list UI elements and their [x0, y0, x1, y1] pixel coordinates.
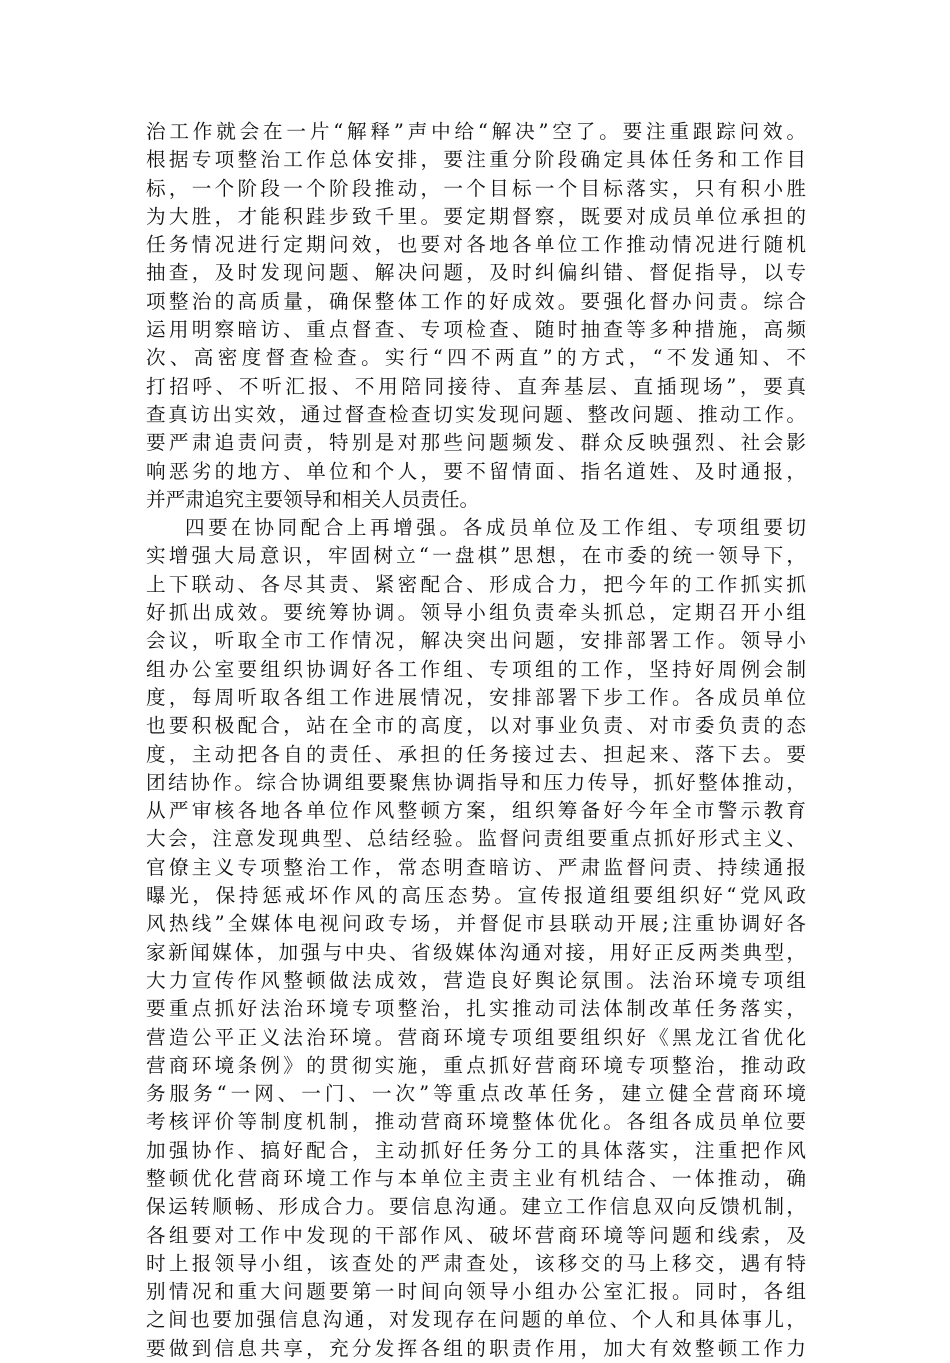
text-line: 打招呼、不听汇报、不用陪同接待、直奔基层、直插现场”，要真 [146, 374, 806, 398]
text-line: 从严审核各地各单位作风整顿方案，组织筹备好今年全市警示教育 [146, 799, 806, 823]
text-line: 实增强大局意识，牢固树立“一盘棋”思想，在市委的统一领导下， [146, 544, 806, 568]
text-line: 任务情况进行定期问效，也要对各地各单位工作推动情况进行随机 [146, 233, 806, 257]
text-line: 考核评价等制度机制，推动营商环境整体优化。各组各成员单位要 [146, 1110, 806, 1134]
text-line: 组办公室要组织协调好各工作组、专项组的工作，坚持好周例会制 [146, 657, 806, 681]
text-line: 要做到信息共享，充分发挥各组的职责作用，加大有效整顿工作力 [146, 1336, 806, 1360]
document-body-text [146, 118, 806, 1363]
text-line: 大力宣传作风整顿做法成效，营造良好舆论氛围。法治环境专项组 [146, 968, 806, 992]
text-line: 上下联动、各尽其责、紧密配合、形成合力，把今年的工作抓实抓 [146, 572, 806, 596]
text-line: 时上报领导小组，该查处的严肃查处，该移交的马上移交，遇有特 [146, 1251, 806, 1275]
text-line: 度，主动把各自的责任、承担的任务接过去、担起来、落下去。要 [146, 742, 806, 766]
text-line: 根据专项整治工作总体安排，要注重分阶段确定具体任务和工作目 [146, 148, 806, 172]
text-line: 曝光，保持惩戒坏作风的高压态势。宣传报道组要组织好“党风政 [146, 884, 806, 908]
text-line: 各组要对工作中发现的干部作风、破坏营商环境等问题和线索，及 [146, 1223, 806, 1247]
text-line: 之间也要加强信息沟通，对发现存在问题的单位、个人和具体事儿， [146, 1308, 806, 1332]
text-line: 别情况和重大问题要第一时间向领导小组办公室汇报。同时，各组 [146, 1280, 806, 1304]
text-line: 响恶劣的地方、单位和个人，要不留情面、指名道姓、及时通报， [146, 459, 806, 483]
text-line: 运用明察暗访、重点督查、专项检查、随时抽查等多种措施，高频 [146, 318, 806, 342]
text-line: 会议，听取全市工作情况，解决突出问题，安排部署工作。领导小 [146, 629, 806, 653]
text-line: 度，每周听取各组工作进展情况，安排部署下步工作。各成员单位 [146, 685, 806, 709]
text-line: 为大胜，才能积跬步致千里。要定期督察，既要对成员单位承担的 [146, 204, 806, 228]
paragraph-last-line: 并严肃追究主要领导和相关人员责任。 [146, 487, 480, 511]
text-line: 治工作就会在一片“解释”声中给“解决”空了。要注重跟踪问效。 [146, 120, 806, 143]
text-line: 要重点抓好法治环境专项整治，扎实推动司法体制改革任务落实， [146, 997, 806, 1021]
text-line: 抽查，及时发现问题、解决问题，及时纠偏纠错、督促指导，以专 [146, 261, 806, 285]
text-line: 保运转顺畅、形成合力。要信息沟通。建立工作信息双向反馈机制， [146, 1195, 806, 1219]
text-line: 加强协作、搞好配合，主动抓好任务分工的具体落实，注重把作风 [146, 1138, 806, 1162]
text-line: 标，一个阶段一个阶段推动，一个目标一个目标落实，只有积小胜 [146, 176, 806, 200]
text-line: 官僚主义专项整治工作，常态明查暗访、严肃监督问责、持续通报 [146, 855, 806, 879]
text-line: 好抓出成效。要统筹协调。领导小组负责牵头抓总，定期召开小组 [146, 601, 806, 625]
text-line: 大会，注意发现典型、总结经验。监督问责组要重点抓好形式主义、 [146, 827, 806, 851]
text-line: 营商环境条例》的贯彻实施，重点抓好营商环境专项整治，推动政 [146, 1053, 806, 1077]
text-line: 营造公平正义法治环境。营商环境专项组要组织好《黑龙江省优化 [146, 1025, 806, 1049]
text-line: 风热线”全媒体电视问政专场，并督促市县联动开展;注重协调好各 [146, 912, 806, 936]
text-line: 务服务“一网、一门、一次”等重点改革任务，建立健全营商环境 [146, 1082, 806, 1106]
text-line: 要严肃追责问责，特别是对那些问题频发、群众反映强烈、社会影 [146, 431, 806, 455]
text-line: 次、高密度督查检查。实行“四不两直”的方式，“不发通知、不 [146, 346, 806, 370]
text-line: 整顿优化营商环境工作与本单位主责主业有机结合、一体推动，确 [146, 1166, 806, 1190]
text-line: 团结协作。综合协调组要聚焦协调指导和压力传导，抓好整体推动， [146, 770, 806, 794]
text-line: 项整治的高质量，确保整体工作的好成效。要强化督办问责。综合 [146, 289, 806, 313]
text-line: 家新闻媒体，加强与中央、省级媒体沟通对接，用好正反两类典型， [146, 940, 806, 964]
text-line: 查真访出实效，通过督查检查切实发现问题、整改问题、推动工作。 [146, 402, 806, 426]
paragraph-first-line: 四要在协同配合上再增强。各成员单位及工作组、专项组要切 [185, 516, 806, 540]
text-line: 也要积极配合，站在全市的高度，以对事业负责、对市委负责的态 [146, 714, 806, 738]
